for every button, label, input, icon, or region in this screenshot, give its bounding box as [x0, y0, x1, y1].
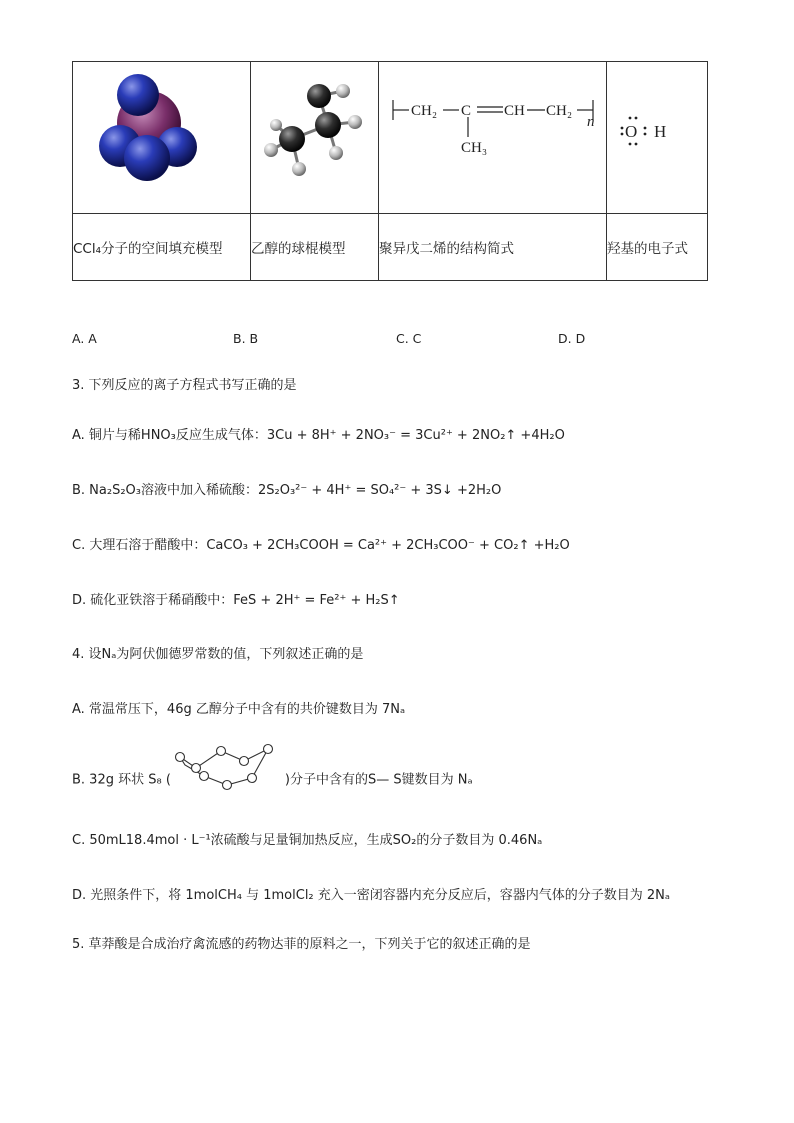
polyisoprene-formula-cell	[379, 62, 607, 214]
q4-option-a[interactable]: A. 常温常压下，46g 乙醇分子中含有的共价键数目为 7Nₐ	[72, 702, 406, 717]
polyisoprene-structure-image	[379, 62, 607, 209]
q3-stem: 3. 下列反应的离子方程式书写正确的是	[72, 378, 297, 393]
q4-option-d[interactable]: D. 光照条件下，将 1molCH₄ 与 1molCl₂ 充入一密闭容器内充分反应后，容器内气体的分子数目为 2Nₐ	[72, 888, 670, 903]
polymer-ch3: CH₃	[461, 140, 488, 156]
oxygen-symbol: O	[625, 122, 638, 141]
q3-option-a[interactable]: A. 铜片与稀HNO₃反应生成气体：3Cu + 8H⁺ + 2NO₃⁻ = 3Cu²⁺ + 2NO₂↑ +4H₂O	[72, 428, 565, 443]
q3-option-c[interactable]: C. 大理石溶于醋酸中：CaCO₃ + 2CH₃COOH = Ca²⁺ + 2CH₃COO⁻ + CO₂↑ +H₂O	[72, 538, 570, 553]
caption-polyisoprene: 聚异戊二烯的结构简式	[379, 214, 607, 281]
q2-option-b[interactable]: B. B	[233, 331, 259, 346]
q5-stem: 5. 草莽酸是合成治疗禽流感的药物达菲的原料之一，下列关于它的叙述正确的是	[72, 937, 531, 952]
q2-option-d[interactable]: D. D	[558, 331, 586, 346]
s8-ring-icon	[173, 741, 283, 797]
q3-option-d[interactable]: D. 硫化亚铁溶于稀硝酸中：FeS + 2H⁺ = Fe²⁺ + H₂S↑	[72, 593, 400, 608]
q2-option-a[interactable]: A. A	[72, 331, 97, 346]
hydroxyl-electron-formula-image	[607, 62, 708, 209]
ccl4-space-filling-image	[73, 62, 251, 209]
q4-option-c[interactable]: C. 50mL18.4mol · L⁻¹浓硫酸与足量铜加热反应，生成SO₂的分子数目为 0.46Nₐ	[72, 833, 543, 848]
q4-option-b-suffix: )分子中含有的S— S键数目为 Nₐ	[284, 772, 473, 788]
polymer-c: C	[461, 103, 472, 119]
q4-option-b[interactable]	[72, 763, 473, 797]
polymer-ch2-left: CH₂	[411, 103, 438, 119]
model-table	[72, 61, 708, 281]
polymer-n: n	[587, 114, 595, 130]
hydrogen-symbol: H	[654, 122, 667, 141]
ethanol-ball-stick-image	[251, 62, 379, 209]
polymer-ch: CH	[504, 103, 525, 119]
caption-ethanol: 乙醇的球棍模型	[251, 214, 379, 281]
caption-ccl4: CCl₄分子的空间填充模型	[73, 214, 251, 281]
q3-option-b[interactable]: B. Na₂S₂O₃溶液中加入稀硫酸：2S₂O₃²⁻ + 4H⁺ = SO₄²⁻ + 3S↓ +2H₂O	[72, 483, 502, 498]
caption-hydroxyl: 羟基的电子式	[607, 214, 708, 281]
ccl4-model-cell	[73, 62, 251, 214]
polymer-ch2-right: CH₂	[546, 103, 573, 119]
hydroxyl-electron-cell	[607, 62, 708, 214]
q4-option-b-prefix: B. 32g 环状 S₈ (	[72, 772, 171, 788]
ethanol-model-cell	[251, 62, 379, 214]
q4-stem: 4. 设Nₐ为阿伏伽德罗常数的值，下列叙述正确的是	[72, 647, 364, 662]
q2-option-c[interactable]: C. C	[396, 331, 422, 346]
